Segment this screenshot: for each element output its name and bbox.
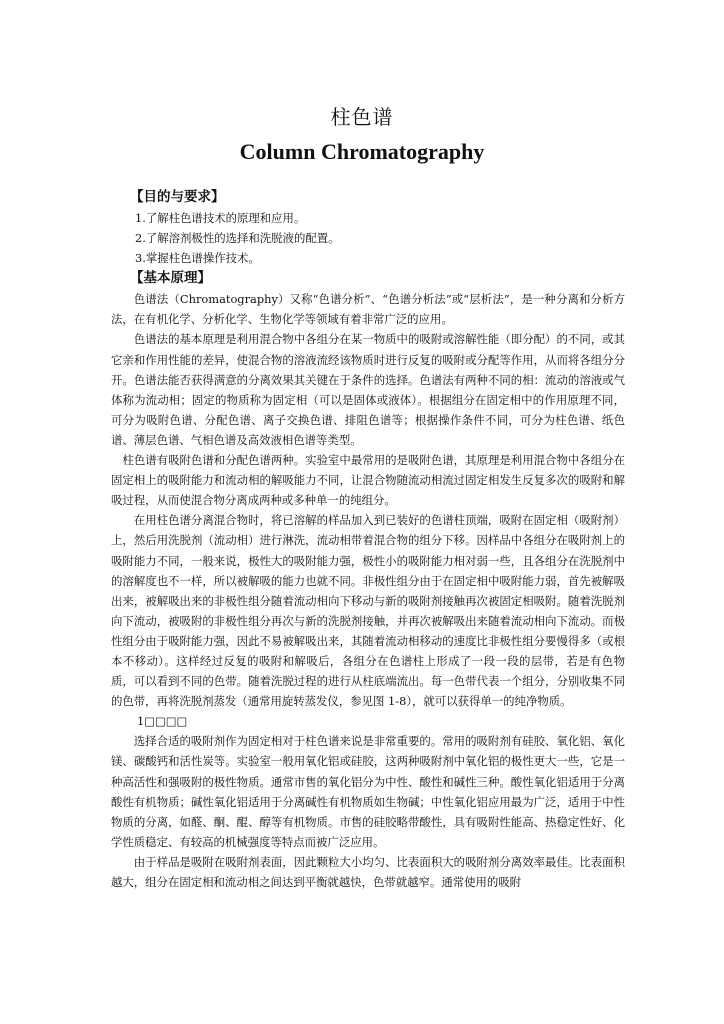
adsorbent-paragraph-2: 由于样品是吸附在吸附剂表面，因此颗粒大小均匀、比表面积大的吸附剂分离效率最佳。比表面积越大，组分在固定相和流动相之间达到平衡就越快，色带就越窄。通常使用的吸附 bbox=[111, 854, 625, 889]
purpose-item-1: 1.了解柱色谱技术的原理和应用。 bbox=[135, 211, 306, 225]
purpose-item-3: 3.掌握柱色谱操作技术。 bbox=[135, 251, 260, 266]
section-heading-principle: 【基本原理】 bbox=[130, 270, 211, 287]
section-heading-purpose: 【目的与要求】 bbox=[130, 189, 225, 205]
principle-paragraph-2: 色谱法的基本原理是利用混合物中各组分在某一物质中的吸附或溶解性能（即分配）的不同，或其它亲和作用性能的差异，使混合物的溶液流经该物质时进行反复的吸附或分配等作用，从而将各组分分开。色谱法能否获得满意的分离效果其关键在于条件的选择。色谱法有两种不同的相：流动的溶液或气体称为流动相；固定的物质称为固定相（可以是固体或液体）。根据组分在固定相中的作用原理不同，可分为吸附色谱、分配色谱、离子交换色谱、排阻色谱等；根据操作条件不同，可分为柱色谱、纸色谱、薄层色谱、气相色谱及高效液相色谱等类型。 bbox=[111, 332, 625, 447]
principle-paragraph-1: 色谱法（Chromatography）又称“色谱分析”、“色谱分析法”或“层析法”，是一种分离和分析方法，在有机化学、分析化学、生物化学等领域有着非常广泛的应用。 bbox=[111, 292, 625, 327]
principle-paragraph-4: 在用柱色谱分离混合物时，将已溶解的样品加入到已装好的色谱柱顶端，吸附在固定相（吸附剂）上，然后用洗脱剂（流动相）进行淋洗，流动相带着混合物的组分下移。因样品中各组分在吸附剂上的吸附能力不同，一般来说，极性大的吸附能力强，极性小的吸附能力相对弱一些，且各组分在洗脱剂中的溶解度也不一样，所以被解吸的能力也就不同。非极性组分由于在固定相中吸附能力弱，首先被解吸出来，被解吸出来的非极性组分随着流动相向下移动与新的吸附剂接触再次被固定相吸附。随着洗脱剂向下流动，被吸附的非极性组分再次与新的洗脱剂接触，并再次被解吸出来随着流动相向下流动。而极性组分由于吸附能力强，因此不易被解吸出来，其随着流动相移动的速度比非极性组分要慢得多（或根本不移动）。这样经过反复的吸附和解吸后，各组分在色谱柱上形成了一段一段的层带，若是有色物质，可以看到不同的色带。随着洗脱过程的进行从柱底端流出。每一色带代表一个组分，分别收集不同的色带，再将洗脱剂蒸发（通常用旋转蒸发仪，参见图 1-8），就可以获得单一的纯净物质。 bbox=[111, 513, 625, 709]
purpose-item-2: 2.了解溶剂极性的选择和洗脱液的配置。 bbox=[135, 231, 340, 246]
adsorbent-paragraph-1: 选择合适的吸附剂作为固定相对于柱色谱来说是非常重要的。常用的吸附剂有硅胶、氧化铝、氧化镁、碳酸钙和活性炭等。实验室一般用氧化铝或硅胶，这两种吸附剂中氧化铝的极性更大一些，它是一种高活性和强吸附的极性物质。通常市售的氧化铝分为中性、酸性和碱性三种。酸性氧化铝适用于分离酸性有机物质；碱性氧化铝适用于分离碱性有机物质如生物碱；中性氧化铝应用最为广泛，适用于中性物质的分离，如醛、酮、醌、醇等有机物质。市售的硅胶略带酸性，具有吸附性能高、热稳定性好、化学性质稳定、有较高的机械强度等特点而被广泛应用。 bbox=[111, 734, 625, 849]
principle-paragraph-3: 柱色谱有吸附色谱和分配色谱两种。实验室中最常用的是吸附色谱，其原理是利用混合物中各组分在固定相上的吸附能力和流动相的解吸能力不同，让混合物随流动相流过固定相发生反复多次的吸附和解吸过程，从而使混合物分离成两种或多种单一的纯组分。 bbox=[111, 453, 625, 508]
subsection-heading-adsorbent: 1□□□□ bbox=[137, 714, 188, 729]
page-title-english: Column Chromatography bbox=[239, 139, 485, 164]
document-body bbox=[111, 187, 625, 892]
page-title-chinese: 柱色谱 bbox=[330, 105, 394, 129]
